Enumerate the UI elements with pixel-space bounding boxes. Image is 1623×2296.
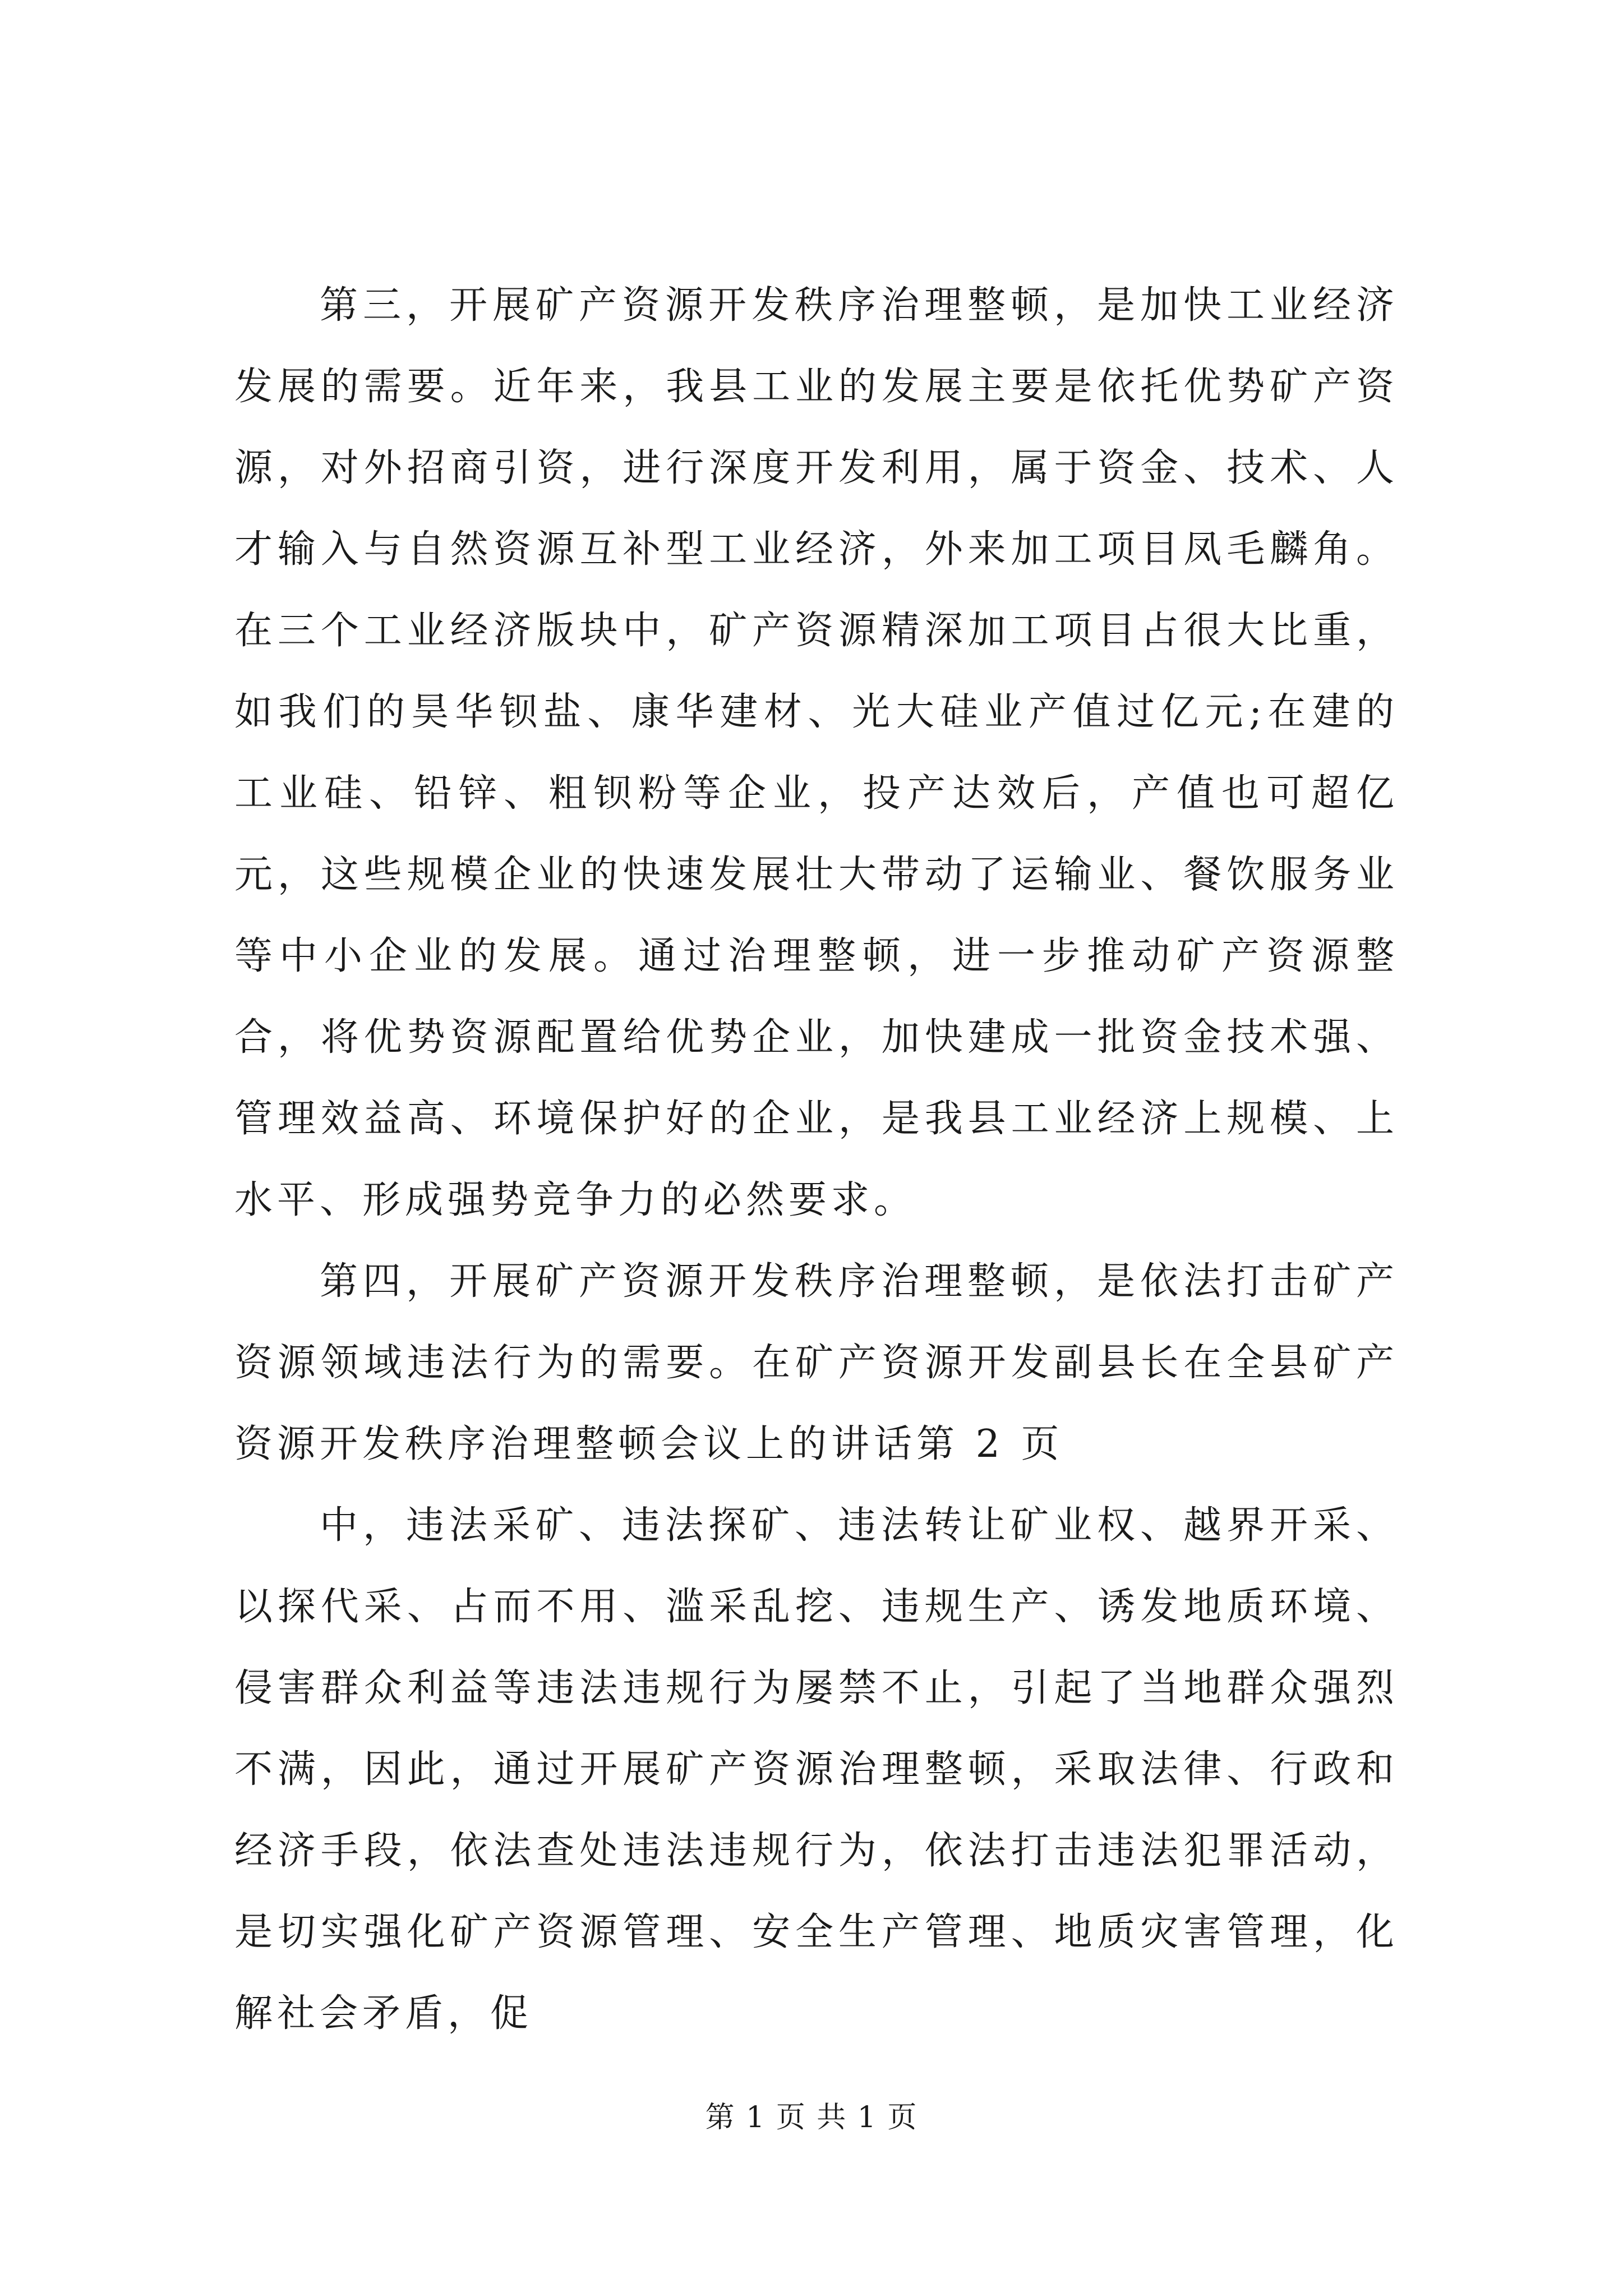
paragraph-continuation: 中，违法采矿、违法探矿、违法转让矿业权、越界开采、以探代采、占而不用、滥采乱挖、违规生产、诱发地质环境、侵害群众利益等违法违规行为屡禁不止，引起了当地群众强烈不满，因此，通过开展矿产资源治理整顿，采取法律、行政和经济手段，依法查处违法违规行为，依法打击违法犯罪活动，是切实强化矿产资源管理、安全生产管理、地质灾害管理，化解社会矛盾，促 [234,1503,1399,2036]
document-body [234,265,1399,2054]
page-footer: 第 1 页 共 1 页 [705,2101,918,2134]
paragraph-fourth-point: 第四，开展矿产资源开发秩序治理整顿，是依法打击矿产资源领域违法行为的需要。在矿产资源开发副县长在全县矿产资源开发秩序治理整顿会议上的讲话第 2 页 [234,1259,1399,1466]
paragraph-third-point: 第三，开展矿产资源开发秩序治理整顿，是加快工业经济发展的需要。近年来，我县工业的发展主要是依托优势矿产资源，对外招商引资，进行深度开发利用，属于资金、技术、人才输入与自然资源互补型工业经济，外来加工项目凤毛麟角。在三个工业经济版块中，矿产资源精深加工项目占很大比重，如我们的昊华钡盐、康华建材、光大硅业产值过亿元;在建的工业硅、铅锌、粗钡粉等企业，投产达效后，产值也可超亿元，这些规模企业的快速发展壮大带动了运输业、餐饮服务业等中小企业的发展。通过治理整顿，进一步推动矿产资源整合，将优势资源配置给优势企业，加快建成一批资金技术强、管理效益高、环境保护好的企业，是我县工业经济上规模、上水平、形成强势竞争力的必然要求。 [234,283,1399,1222]
